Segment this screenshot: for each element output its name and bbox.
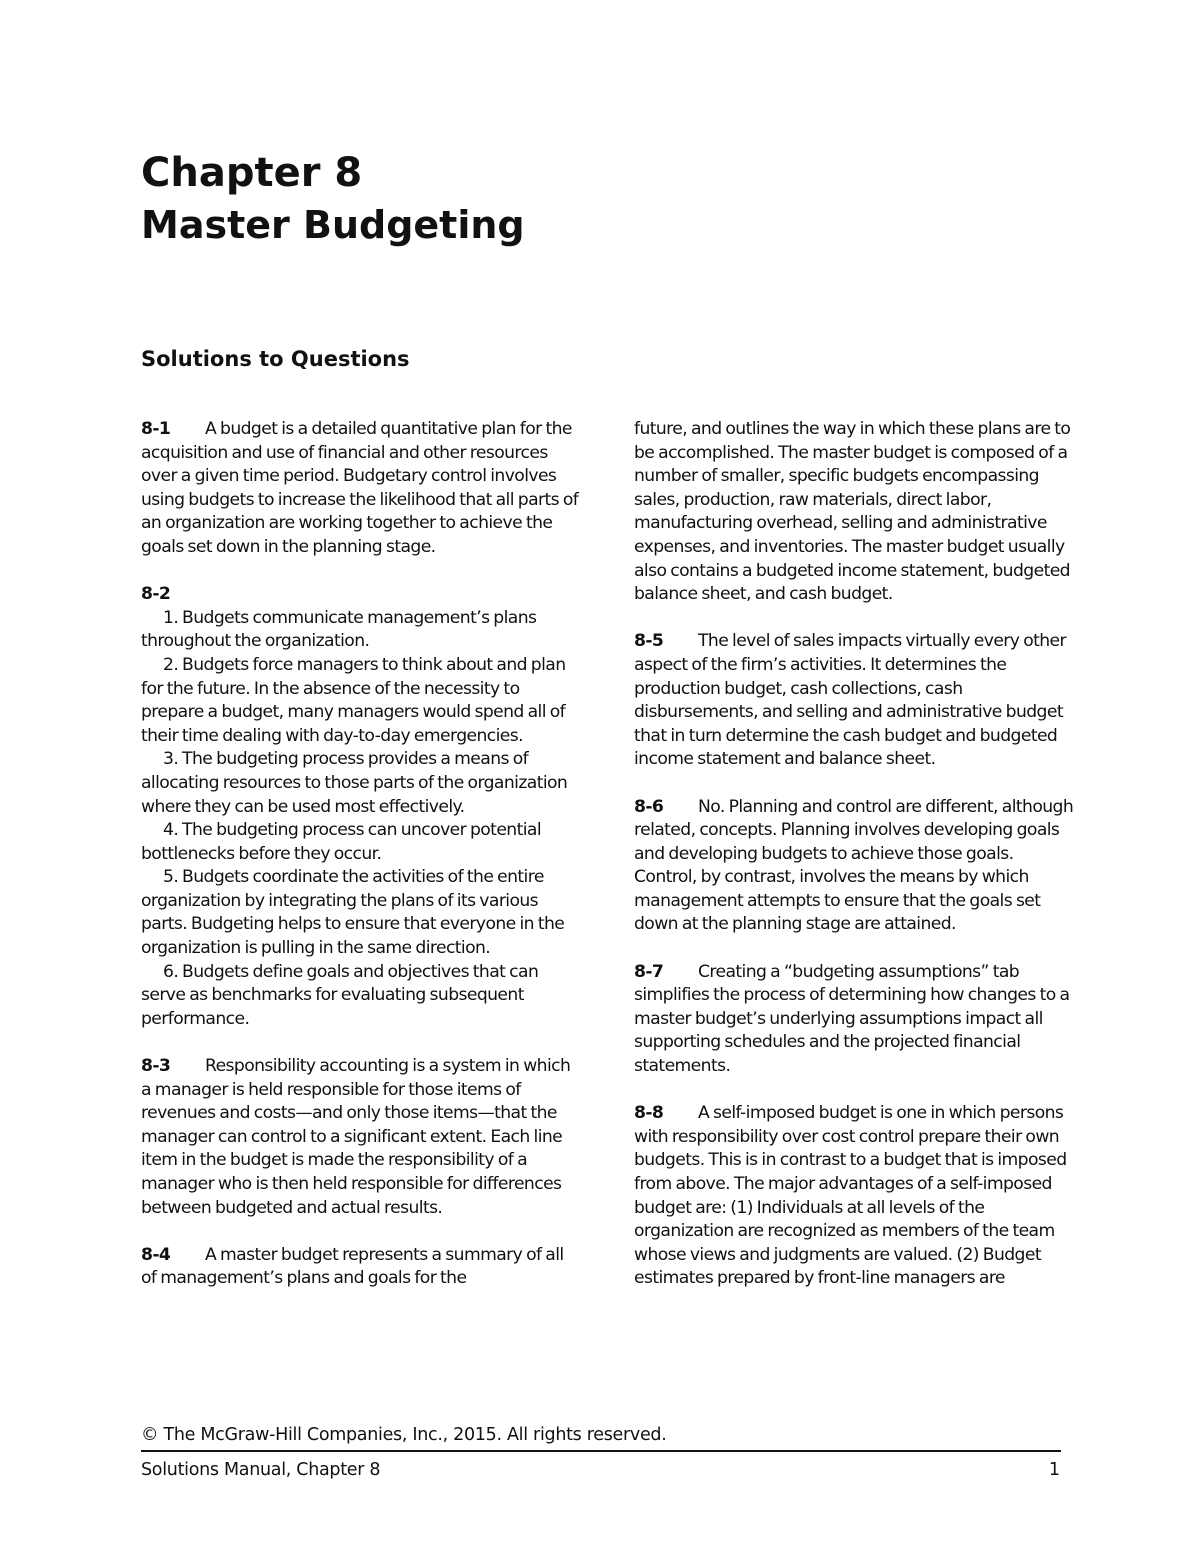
list-item: 2. Budgets force managers to think about and plan for the future. In the absence of the necessity to prepare a budget, many managers would spend all of their time dealing with day-to-day emergencies. — [141, 654, 566, 746]
chapter-title: Master Budgeting — [141, 203, 525, 247]
answer-text: A budget is a detailed quantitative plan for the acquisition and use of financial and other resources over a given time period. Budgetary control involves using budgets to increase the likelihood that all parts of an organization are working together to achieve the goals set down in the planning stage. — [141, 419, 579, 557]
question-8-5 — [634, 630, 1074, 772]
answer-text: A self-imposed budget is one in which persons with responsibility over cost control prepare their own budgets. This is in contrast to a budget that is imposed from above. The major advantages of a self-imposed budget are: (1) Individuals at all levels of the organization are recognized as members of the team whose views and judgments are valued. (2) Budget estimates prepared by front-line managers are — [634, 1103, 1067, 1289]
question-8-6 — [634, 796, 1074, 938]
page-number: 1 — [1048, 1460, 1060, 1480]
question-8-1 — [141, 418, 581, 560]
answer-text: No. Planning and control are different, although related, concepts. Planning involves developing goals and developing budgets to achieve those goals. Control, by contrast, involves the means by which management attempts to ensure that the goals set down at the planning stage are attained. — [634, 796, 1074, 935]
question-number: 8-5 — [634, 631, 664, 652]
footer-manual-label: Solutions Manual, Chapter 8 — [141, 1460, 381, 1480]
list-item: 3. The budgeting process provides a means of allocating resources to those parts of the organization where they can be used most effectively. — [141, 749, 568, 817]
question-number: 8-8 — [634, 1103, 664, 1124]
answer-text: A master budget represents a summary of all of management’s plans and goals for the — [141, 1244, 564, 1289]
right-column — [634, 418, 1074, 1315]
question-number: 8-3 — [141, 1056, 171, 1077]
question-8-2 — [141, 583, 581, 1031]
list-item: 6. Budgets define goals and objectives that can serve as benchmarks for evaluating subsequent performance. — [141, 961, 539, 1029]
list-item: 4. The budgeting process can uncover potential bottlenecks before they occur. — [141, 820, 542, 864]
chapter-number: Chapter 8 — [141, 150, 363, 196]
question-number: 8-7 — [634, 961, 664, 982]
question-number: 8-6 — [634, 796, 664, 817]
list-item: 1. Budgets communicate management’s plans throughout the organization. — [141, 607, 537, 652]
question-8-4-continued: future, and outlines the way in which these plans are to be accomplished. The master budget is composed of a number of smaller, specific budgets encompassing sales, production, raw materials, direct labor, manufacturing overhead, selling and administrative expenses, and inventories. The master budget usually also contains a budgeted income statement, budgeted balance sheet, and cash budget. — [634, 419, 1071, 605]
answer-text: Creating a “budgeting assumptions” tab simplifies the process of determining how changes to a master budget’s underlying assumptions impact all supporting schedules and the projected financial statements. — [634, 961, 1070, 1077]
question-number: 8-1 — [141, 419, 171, 439]
question-8-3 — [141, 1055, 581, 1220]
answer-text: Responsibility accounting is a system in which a manager is held responsible for those items of revenues and costs—and only those items—that the manager can control to a significant extent. Each line item in the budget is made the responsibility of a manager who is then held responsible for differences between budgeted and actual results. — [141, 1056, 571, 1218]
list-item: 5. Budgets coordinate the activities of the entire organization by integrating the plans of its various parts. Budgeting helps to ensure that everyone in the organization is pulling in the same direction. — [141, 867, 565, 959]
answer-text: The level of sales impacts virtually every other aspect of the firm’s activities. It determines the production budget, cash collections, cash disbursements, and selling and administrative budget that in turn determine the cash budget and budgeted income statement and balance sheet. — [634, 631, 1066, 770]
section-heading: Solutions to Questions — [141, 347, 410, 371]
copyright-notice: © The McGraw-Hill Companies, Inc., 2015. All rights reserved. — [141, 1425, 667, 1445]
footer-divider — [141, 1450, 1061, 1452]
question-8-7 — [634, 961, 1074, 1079]
left-column — [141, 418, 581, 1315]
question-8-4 — [141, 1244, 581, 1291]
question-8-8 — [634, 1102, 1074, 1291]
question-number: 8-2 — [141, 584, 171, 605]
question-number: 8-4 — [141, 1244, 171, 1265]
